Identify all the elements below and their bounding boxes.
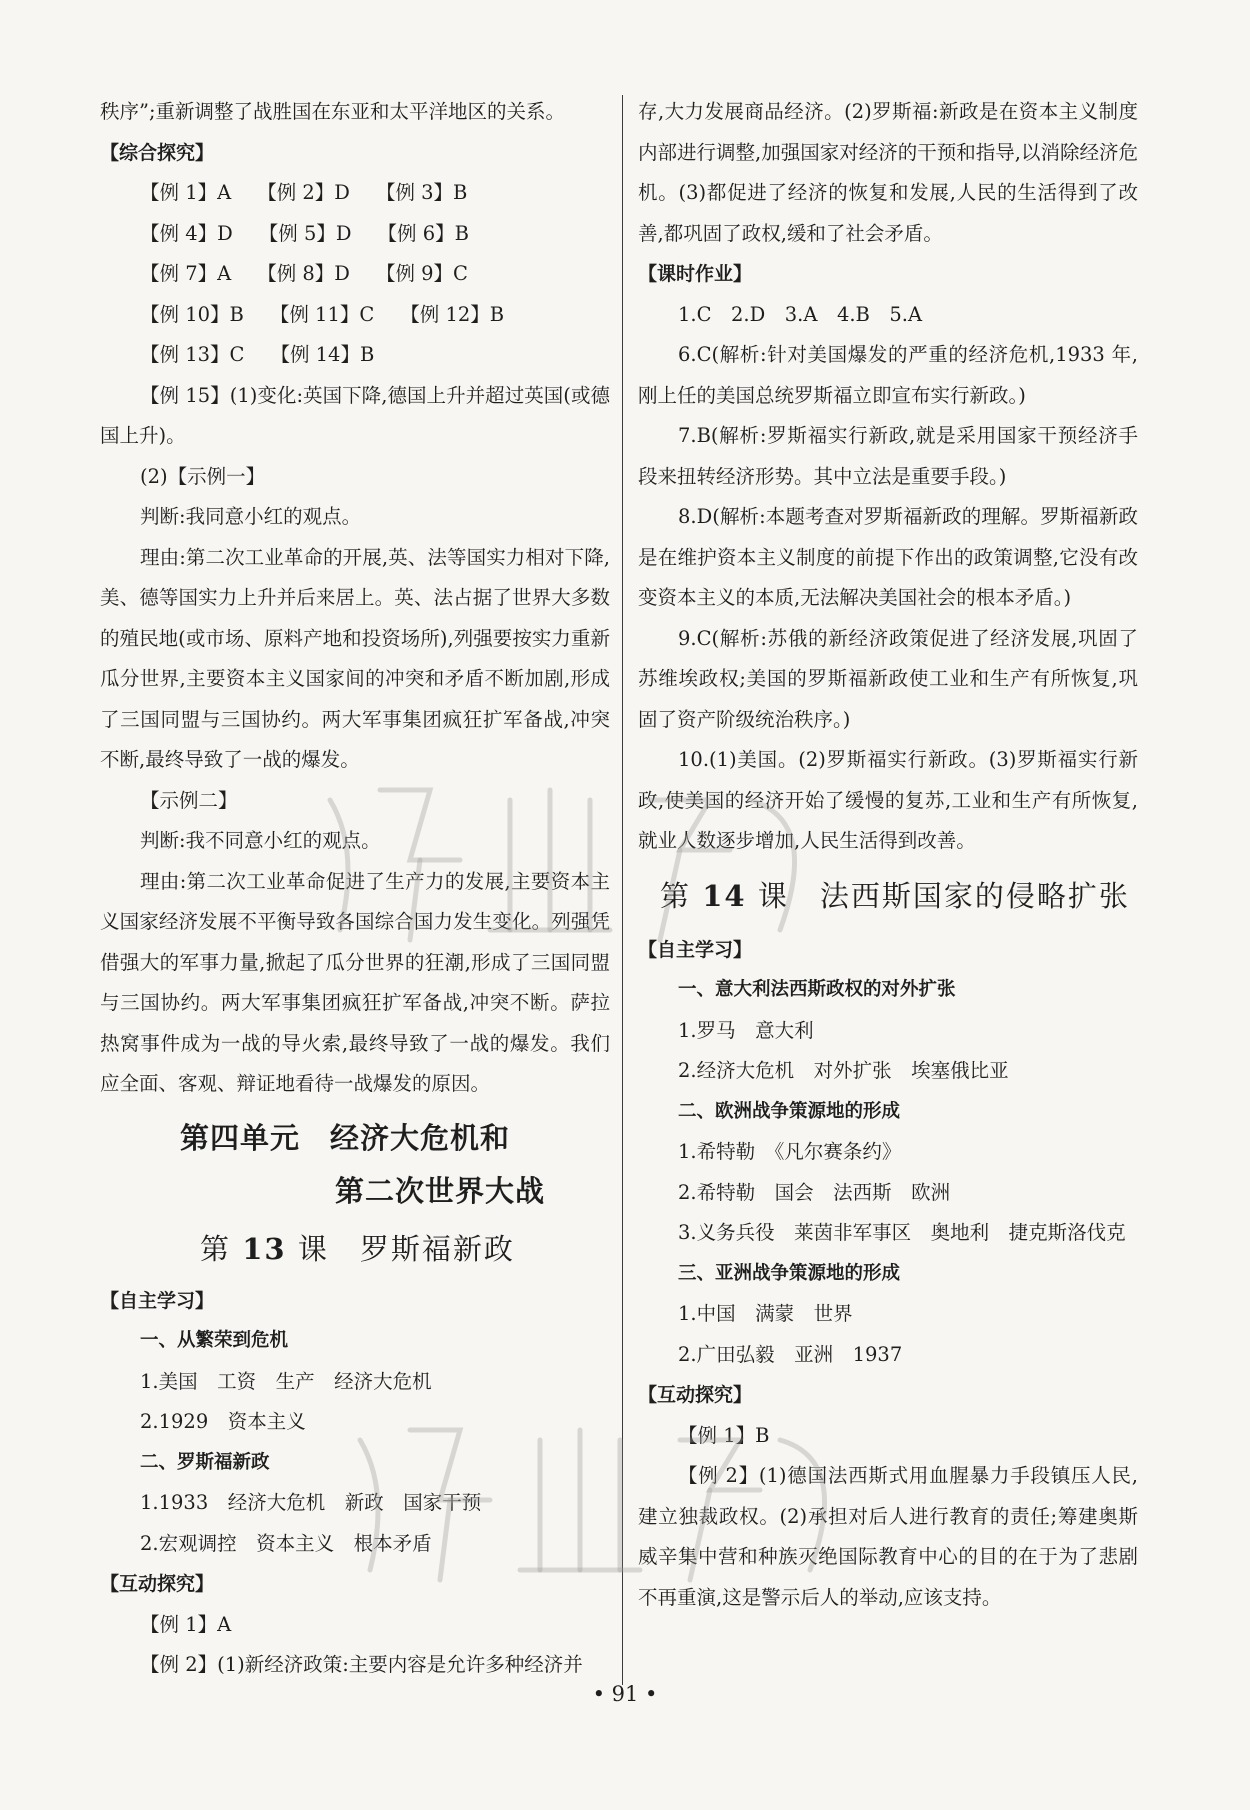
answer-line: 【例 1】B xyxy=(678,1423,770,1447)
subsection-heading: 一、从繁荣到危机 xyxy=(140,1330,289,1351)
lesson-13-title: 第 13 课 罗斯福新政 xyxy=(200,1231,515,1266)
answer-paragraph: 8.D(解析:本题考查对罗斯福新政的理解。罗斯福新政是在维护资本主义制度的前提下作出的政策调整,它没有改变资本主义的本质,无法解决美国社会的根本矛盾。) xyxy=(638,505,1138,609)
answer-item: 【例 5】D xyxy=(258,221,352,245)
left-column xyxy=(100,92,610,1686)
answer-line: 【例 2】(1)新经济政策:主要内容是允许多种经济并 xyxy=(140,1653,583,1676)
answer-paragraph: 判断:我不同意小红的观点。 xyxy=(140,829,381,852)
answer-item: 【例 4】D xyxy=(140,221,233,245)
answer-line: 1.美国 工资 生产 经济大危机 xyxy=(140,1369,432,1393)
section-heading-zonghe: 【综合探究】 xyxy=(100,141,215,164)
answer-row xyxy=(100,173,610,214)
answer-paragraph: (2)【示例一】 xyxy=(140,464,266,488)
answer-line: 3.义务兵役 莱茵非军事区 奥地利 捷克斯洛伐克 xyxy=(678,1221,1126,1244)
answer-line: 2.希特勒 国会 法西斯 欧洲 xyxy=(678,1180,951,1204)
answer-line: 1.1933 经济大危机 新政 国家干预 xyxy=(140,1491,482,1514)
answer-paragraph: 【例 15】(1)变化:英国下降,德国上升并超过英国(或德国上升)。 xyxy=(100,383,610,447)
answer-paragraph: 判断:我同意小红的观点。 xyxy=(140,505,362,528)
unit-title-line-1: 第四单元 经济大危机和 xyxy=(180,1120,511,1155)
answer-item: 【例 12】B xyxy=(400,302,505,326)
answer-item: 【例 11】C xyxy=(269,302,375,326)
answer-item: 【例 10】B xyxy=(140,302,244,326)
answer-paragraph: 【示例二】 xyxy=(140,788,238,812)
section-heading-hudong: 【互动探究】 xyxy=(100,1573,215,1595)
answer-item: 【例 6】B xyxy=(377,221,469,245)
answer-item: 【例 13】C xyxy=(140,343,245,366)
answer-row xyxy=(100,295,610,336)
answer-paragraph: 【例 2】(1)德国法西斯式用血腥暴力手段镇压人民,建立独裁政权。(2)承担对后人进行教育的责任;筹建奥斯威辛集中营和种族灭绝国际教育中心的目的在于为了悲剧不再重演,这是警示后人的举动,应该支持。 xyxy=(638,1464,1138,1609)
answer-line: 【例 1】A xyxy=(140,1612,232,1636)
answer-row xyxy=(100,335,610,376)
section-heading-zizhu: 【自主学习】 xyxy=(100,1289,215,1312)
answer-row xyxy=(100,254,610,295)
answer-item: 【例 3】B xyxy=(375,181,468,204)
section-heading-hudong: 【互动探究】 xyxy=(638,1384,753,1406)
subsection-heading: 三、亚洲战争策源地的形成 xyxy=(678,1262,901,1284)
column-divider xyxy=(622,95,623,1685)
subsection-heading: 二、罗斯福新政 xyxy=(140,1451,270,1473)
answer-paragraph: 10.(1)美国。(2)罗斯福实行新政。(3)罗斯福实行新政,使美国的经济开始了缓慢的复苏,工业和生产有所恢复,就业人数逐步增加,人民生活得到改善。 xyxy=(638,748,1138,852)
answer-line: 2.经济大危机 对外扩张 埃塞俄比亚 xyxy=(678,1059,1009,1082)
answer-line: 1.希特勒 《凡尔赛条约》 xyxy=(678,1140,902,1163)
right-column xyxy=(638,92,1138,1618)
answer-item: 【例 8】D xyxy=(257,262,350,285)
answer-paragraph: 6.C(解析:针对美国爆发的严重的经济危机,1933 年,刚上任的美国总统罗斯福立即宣布实行新政。) xyxy=(638,343,1138,407)
answer-paragraph: 存,大力发展商品经济。(2)罗斯福:新政是在资本主义制度内部进行调整,加强国家对经济的干预和指导,以消除经济危机。(3)都促进了经济的恢复和发展,人民的生活得到了改善,都巩固了政权,缓和了社会矛盾。 xyxy=(638,100,1138,245)
subsection-heading: 二、欧洲战争策源地的形成 xyxy=(678,1100,901,1122)
answer-paragraph: 理由:第二次工业革命促进了生产力的发展,主要资本主义国家经济发展不平衡导致各国综合国力发生变化。列强凭借强大的军事力量,掀起了瓜分世界的狂潮,形成了三国同盟与三国协约。两大军事集团疯狂扩军备战,冲突不断。萨拉热窝事件成为一战的导火索,最终导致了一战的爆发。我们应全面、客观、辩证地看待一战爆发的原因。 xyxy=(100,869,610,1095)
text-line: 秩序”;重新调整了战胜国在东亚和太平洋地区的关系。 xyxy=(100,100,566,123)
unit-title-line-2: 第二次世界大战 xyxy=(335,1173,546,1208)
section-heading-zizhu: 【自主学习】 xyxy=(638,938,753,961)
answer-item: 【例 2】D xyxy=(257,181,350,204)
answer-line: 1.罗马 意大利 xyxy=(678,1018,814,1042)
page-number: • 91 • xyxy=(592,1682,658,1706)
answer-item: 【例 7】A xyxy=(140,262,232,285)
subsection-heading: 一、意大利法西斯政权的对外扩张 xyxy=(678,979,956,1000)
answer-line: 1.中国 满蒙 世界 xyxy=(678,1302,853,1325)
answer-paragraph: 9.C(解析:苏俄的新经济政策促进了经济发展,巩固了苏维埃政权;美国的罗斯福新政使工业和生产有所恢复,巩固了资产阶级统治秩序。) xyxy=(638,626,1138,731)
answer-line: 2.广田弘毅 亚洲 1937 xyxy=(678,1342,903,1366)
answer-paragraph: 理由:第二次工业革命的开展,英、法等国实力相对下降,美、德等国实力上升并后来居上。英、法占据了世界大多数的殖民地(或市场、原料产地和投资场所),列强要按实力重新瓜分世界,主要资本主义国家间的冲突和矛盾不断加剧,形成了三国同盟与三国协约。两大军事集团疯狂扩军备战,冲突不断,最终导致了一战的爆发。 xyxy=(100,545,610,771)
answer-line: 2.1929 资本主义 xyxy=(140,1410,306,1433)
section-heading-keshi: 【课时作业】 xyxy=(638,263,753,285)
answer-item: 【例 1】A xyxy=(140,181,232,204)
answer-item: 【例 14】B xyxy=(270,343,375,366)
answer-line: 1.C 2.D 3.A 4.B 5.A xyxy=(678,302,923,326)
answer-line: 2.宏观调控 资本主义 根本矛盾 xyxy=(140,1531,432,1555)
lesson-14-title: 第 14 课 法西斯国家的侵略扩张 xyxy=(660,878,1130,913)
answer-item: 【例 9】C xyxy=(375,262,468,285)
answer-paragraph: 7.B(解析:罗斯福实行新政,就是采用国家干预经济手段来扭转经济形势。其中立法是重要手段。) xyxy=(638,424,1138,488)
answer-row xyxy=(100,214,610,255)
